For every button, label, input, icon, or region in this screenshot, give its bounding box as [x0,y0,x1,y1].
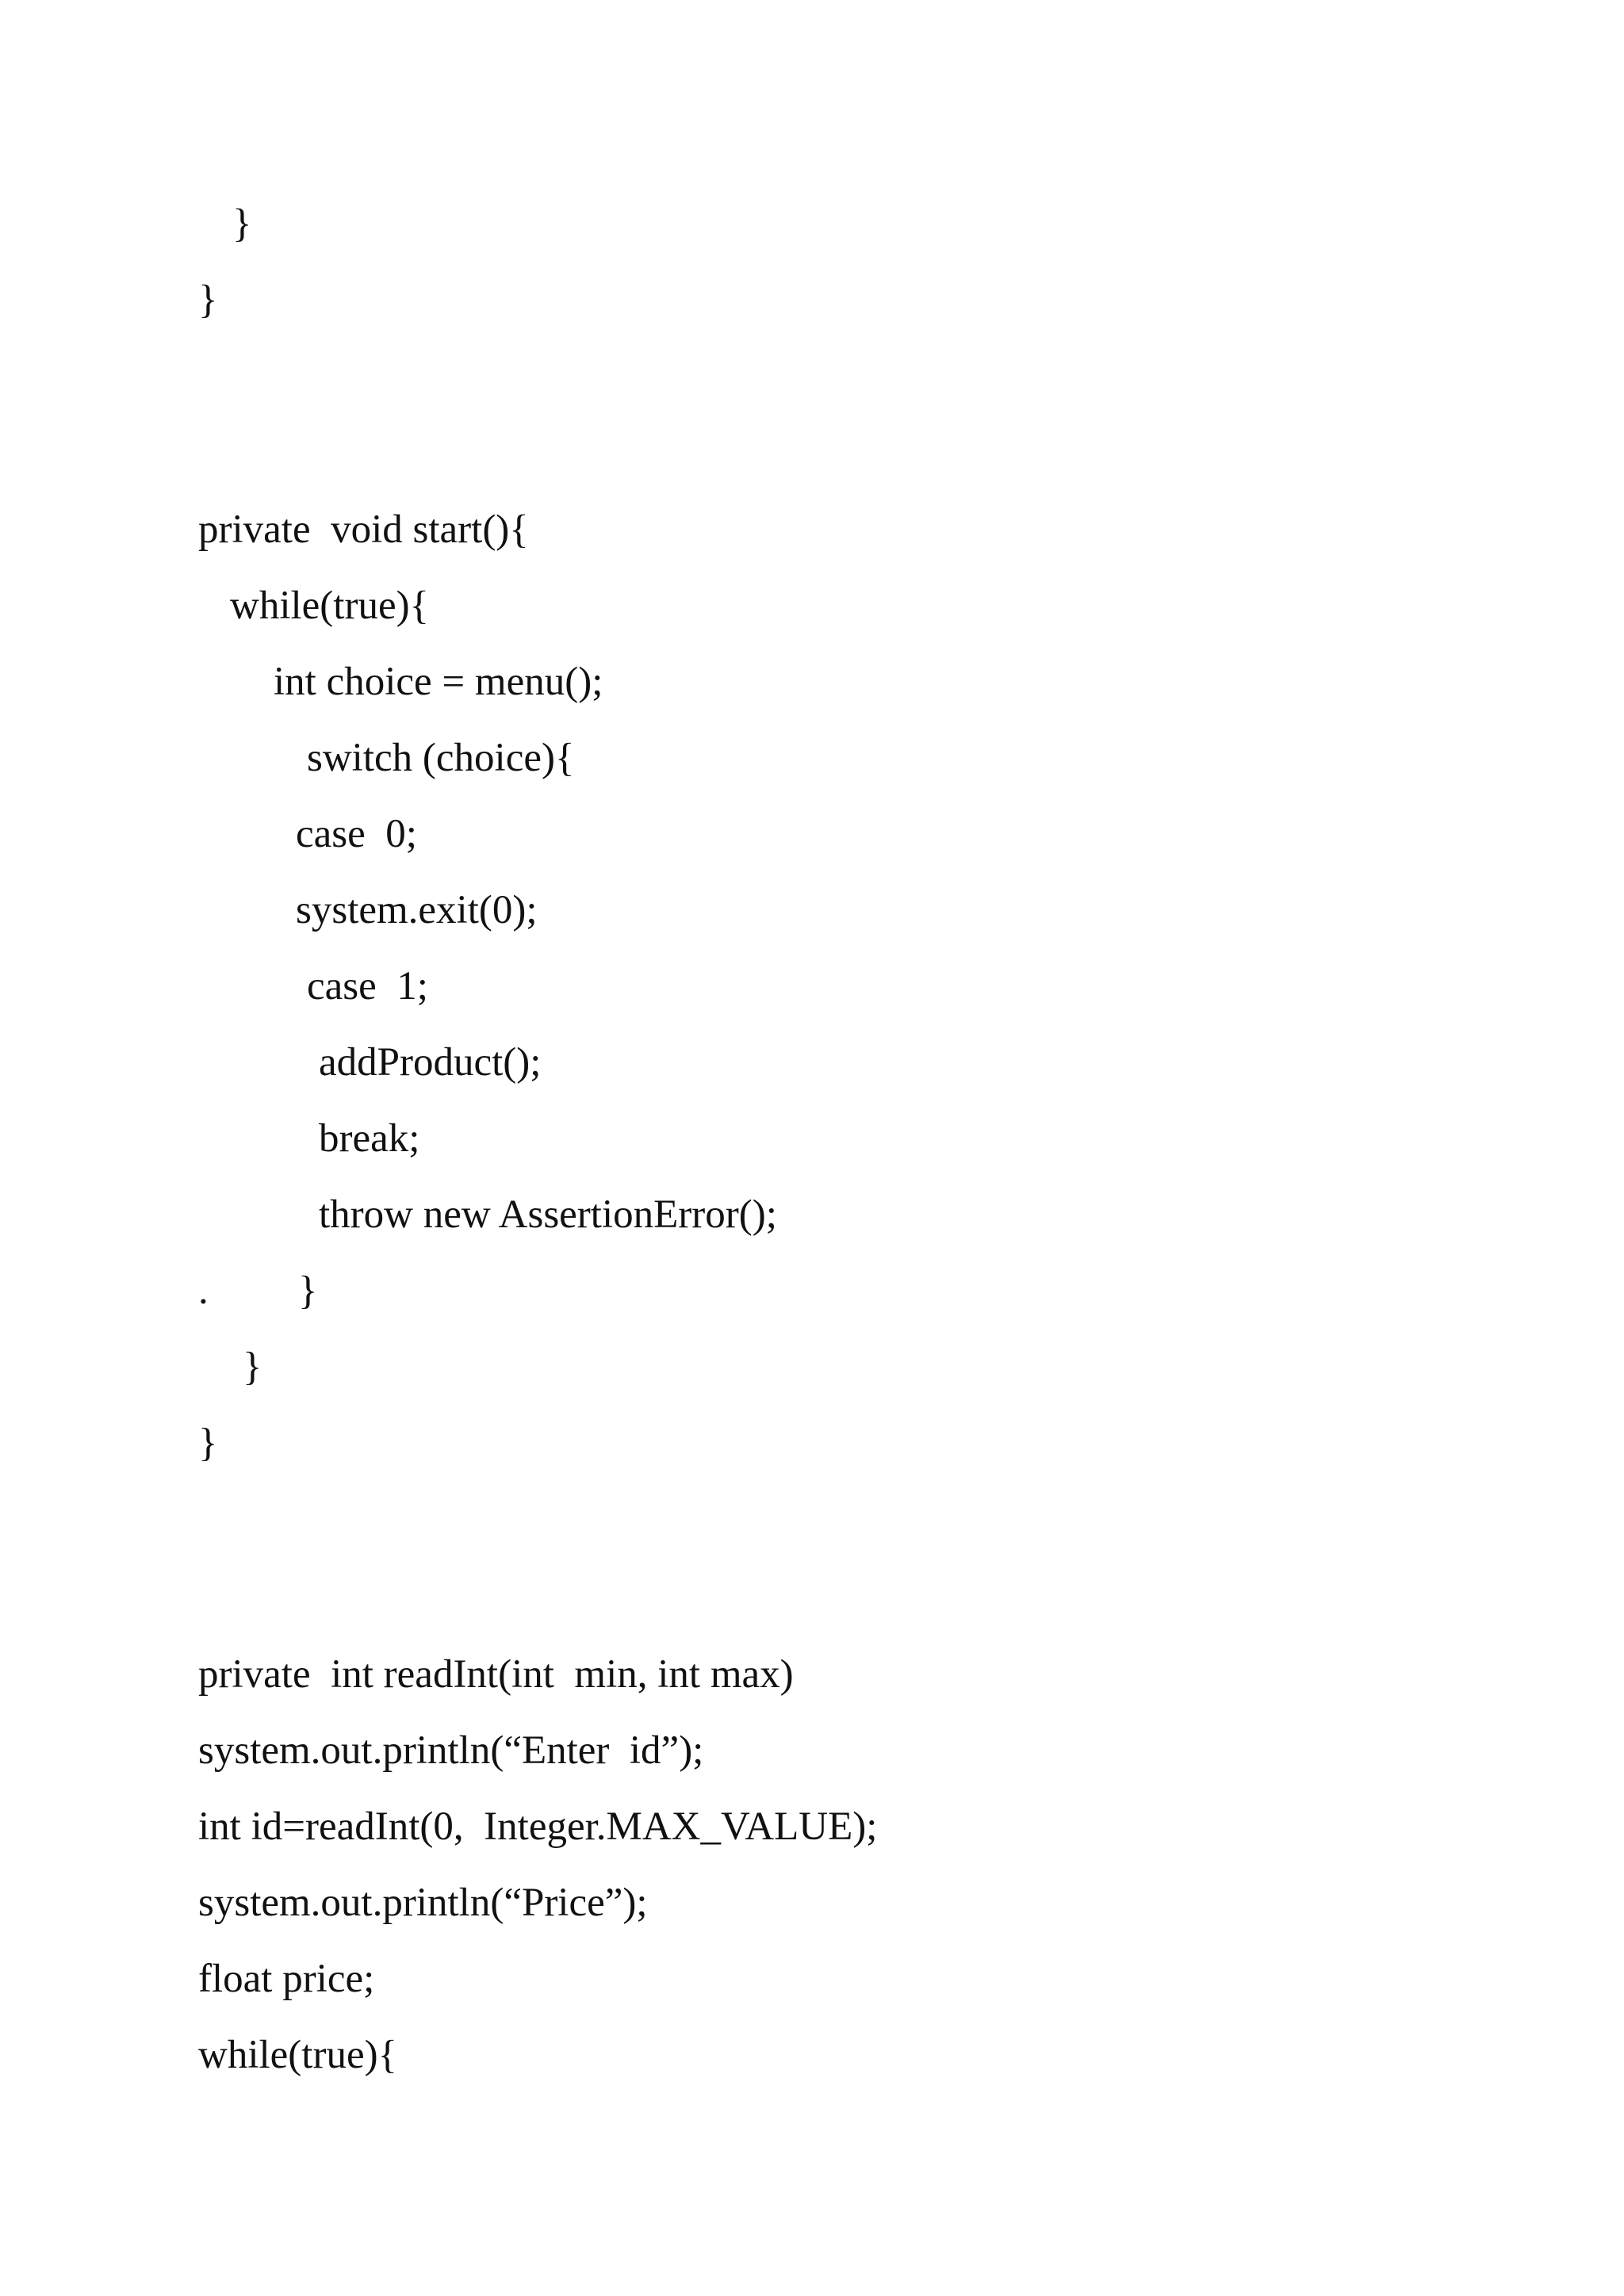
code-line: } [298,1269,318,1313]
code-line: } [232,201,252,246]
code-line: private void start(){ [198,507,529,552]
code-line: throw new AssertionError(); [319,1192,777,1237]
code-line: private int readInt(int min, int max) [198,1652,794,1697]
code-line: } [198,1421,218,1465]
code-line: addProduct(); [319,1040,542,1085]
code-line: case 1; [307,964,428,1008]
code-line: system.out.println(“Enter id”); [198,1728,704,1773]
code-line: break; [319,1116,420,1161]
code-line: while(true){ [230,584,430,628]
code-line: switch (choice){ [307,736,575,780]
code-line: } [243,1345,262,1389]
code-line: case 0; [296,812,417,856]
code-line: } [198,277,218,322]
code-line: system.exit(0); [296,888,538,932]
code-line: float price; [198,1957,375,2001]
stray-dot: . [198,1269,209,1313]
code-line: int choice = menu(); [274,660,603,704]
code-line: while(true){ [198,2033,398,2077]
code-line: int id=readInt(0, Integer.MAX_VALUE); [198,1804,878,1849]
code-line: system.out.println(“Price”); [198,1881,648,1925]
